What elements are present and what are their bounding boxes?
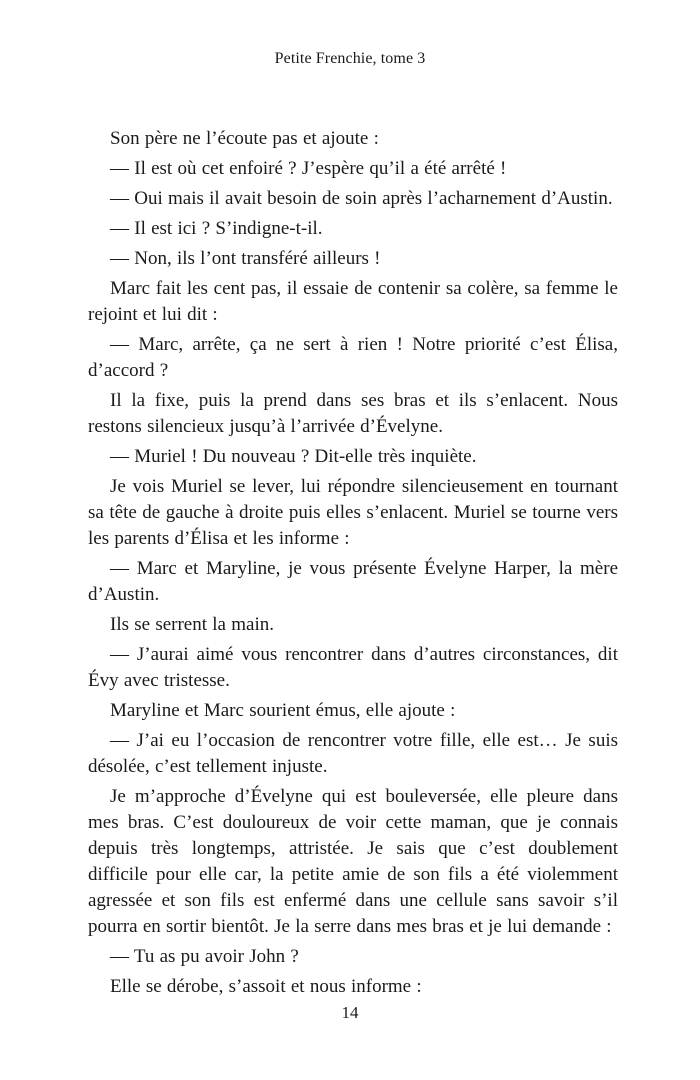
paragraph: Elle se dérobe, s’assoit et nous informe :: [110, 976, 422, 997]
paragraph: Son père ne l’écoute pas et ajoute :: [110, 128, 379, 149]
paragraph: — J’ai eu l’occasion de rencontrer votre fille, elle est… Je suis désolée, c’est tellement injuste.: [88, 730, 618, 777]
paragraph: — Tu as pu avoir John ?: [110, 946, 299, 967]
paragraph: — J’aurai aimé vous rencontrer dans d’autres circonstances, dit Évy avec tristesse.: [88, 644, 618, 691]
paragraph: — Muriel ! Du nouveau ? Dit-elle très inquiète.: [110, 446, 477, 467]
paragraph: Il la fixe, puis la prend dans ses bras et ils s’enlacent. Nous restons silencieux jusqu’à l’arrivée d’Évelyne.: [88, 390, 618, 437]
paragraph: Maryline et Marc sourient émus, elle ajoute :: [110, 700, 456, 721]
paragraph: — Il est où cet enfoiré ? J’espère qu’il a été arrêté !: [110, 158, 507, 179]
paragraph: Marc fait les cent pas, il essaie de contenir sa colère, sa femme le rejoint et lui dit :: [88, 278, 618, 325]
paragraph: Je vois Muriel se lever, lui répondre silencieusement en tournant sa tête de gauche à droite puis elles s’enlacent. Muriel se tourne vers les parents d’Élisa et les informe :: [88, 476, 618, 549]
paragraph: — Oui mais il avait besoin de soin après l’acharnement d’Austin.: [110, 188, 613, 209]
paragraph: Ils se serrent la main.: [110, 614, 274, 635]
running-header: Petite Frenchie, tome 3: [274, 50, 426, 67]
paragraph: — Non, ils l’ont transféré ailleurs !: [110, 248, 381, 269]
body-text: [88, 126, 618, 1004]
paragraph: — Marc et Maryline, je vous présente Évelyne Harper, la mère d’Austin.: [88, 558, 618, 605]
paragraph: — Il est ici ? S’indigne-t-il.: [110, 218, 323, 239]
paragraph: Je m’approche d’Évelyne qui est bouleversée, elle pleure dans mes bras. C’est douloureux de voir cette maman, que je connais depuis très longtemps, attristée. Je sais que c’est doublement difficile pour elle car, la petite amie de son fils a été violemment agressée et son fils est enfermé dans une cellule sans savoir s’il pourra en sortir bientôt. Je la serre dans mes bras et je lui demande :: [88, 786, 618, 937]
page-number: 14: [341, 1003, 359, 1022]
paragraph: — Marc, arrête, ça ne sert à rien ! Notre priorité c’est Élisa, d’accord ?: [88, 334, 618, 381]
